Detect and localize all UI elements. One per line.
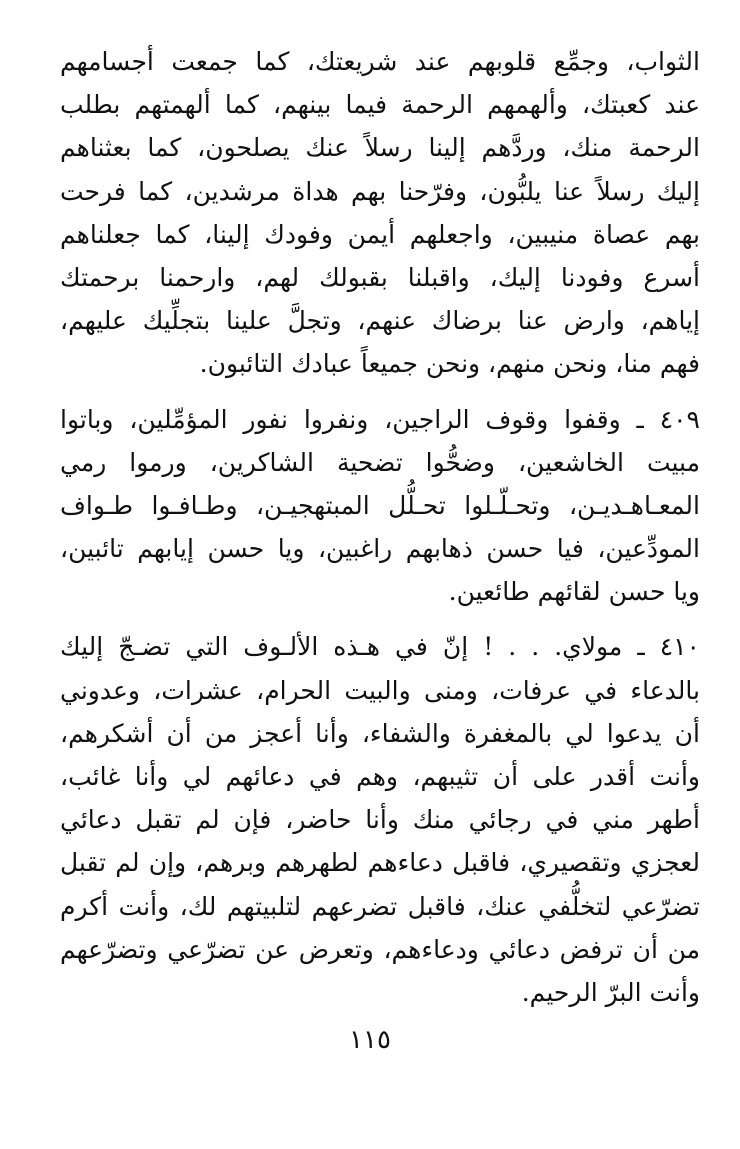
text-line: مبيت الخاشعين، وضحُّوا تضحية الشاكرين، ورموا رمي	[60, 447, 700, 477]
text-line: من أن ترفض دعائي ودعاءهم، وتعرض عن تضرّعي وتضرّعهم	[60, 934, 700, 964]
text-line: الرحمة منك، وردَّهم إلينا رسلاً عنك يصلحون، كما بعثناهم	[60, 133, 700, 163]
text-line: وأنت البرّ الرحيم.	[521, 977, 700, 1007]
text-line: أسرع وفودنا إليك، واقبلنا بقبولك لهم، وارحمنا برحمتك	[60, 262, 700, 292]
text-line: فهم منا، ونحن منهم، ونحن جميعاً عبادك التائبون.	[199, 349, 700, 379]
text-line: أطهر مني في رجائي منك وأنا حاضر، فإن لم تقبل دعائي	[60, 805, 700, 835]
text-line: أن يدعوا لي بالمغفرة والشفاء، وأنا أعجز من أن أشكرهم،	[60, 718, 700, 748]
paragraph-409	[60, 398, 700, 614]
text-line: إياهم، وارض عنا برضاك عنهم، وتجلَّ علينا بتجلِّيك عليهم،	[60, 306, 700, 336]
text-line: ٤١٠ ـ مولاي. . . ! إنّ في هـذه الألـوف التي تضـجّ إليك	[60, 632, 700, 662]
page-body	[60, 40, 700, 1014]
text-line: ويا حسن لقائهم طائعين.	[448, 577, 700, 607]
text-line: بهم عصاة منيبين، واجعلهم أيمن وفودك إلينا، كما جعلناهم	[60, 219, 700, 249]
text-line: الثواب، وجمِّع قلوبهم عند شريعتك، كما جمعت أجسامهم	[60, 47, 700, 76]
text-line: وأنت أقدر على أن تثيبهم، وهم في دعائهم لي وأنا غائب،	[60, 762, 700, 791]
paragraph-410	[60, 625, 700, 1014]
text-line: المودِّعين، فيا حسن ذهابهم راغبين، ويا حسن إيابهم تائبين،	[60, 534, 700, 564]
text-line: بالدعاء في عرفات، ومنى والبيت الحرام، عشرات، وعدوني	[60, 675, 700, 705]
page-number: ١١٥	[349, 1025, 391, 1055]
text-line: إليك رسلاً عنا يلبُّون، وفرّحنا بهم هداة مرشدين، كما فرحت	[60, 176, 700, 206]
text-line: تضرّعي لتخلُّفي عنك، فاقبل تضرعهم لتلبيتهم لك، وأنت أكرم	[60, 891, 700, 921]
paragraph-continuation	[60, 40, 700, 386]
text-line: لعجزي وتقصيري، فاقبل دعاءهم لطهرهم وبرهم، وإن لم تقبل	[60, 848, 700, 878]
text-line: ٤٠٩ ـ وقفوا وقوف الراجين، ونفروا نفور المؤمِّلين، وباتوا	[60, 404, 700, 434]
text-line: عند كعبتك، وألهمهم الرحمة فيما بينهم، كما ألهمتهم بطلب	[60, 90, 700, 120]
text-line: المعـاهـديـن، وتحـلّـلوا تحـلُّل المبتهجيـن، وطـافـوا طـواف	[60, 490, 700, 520]
